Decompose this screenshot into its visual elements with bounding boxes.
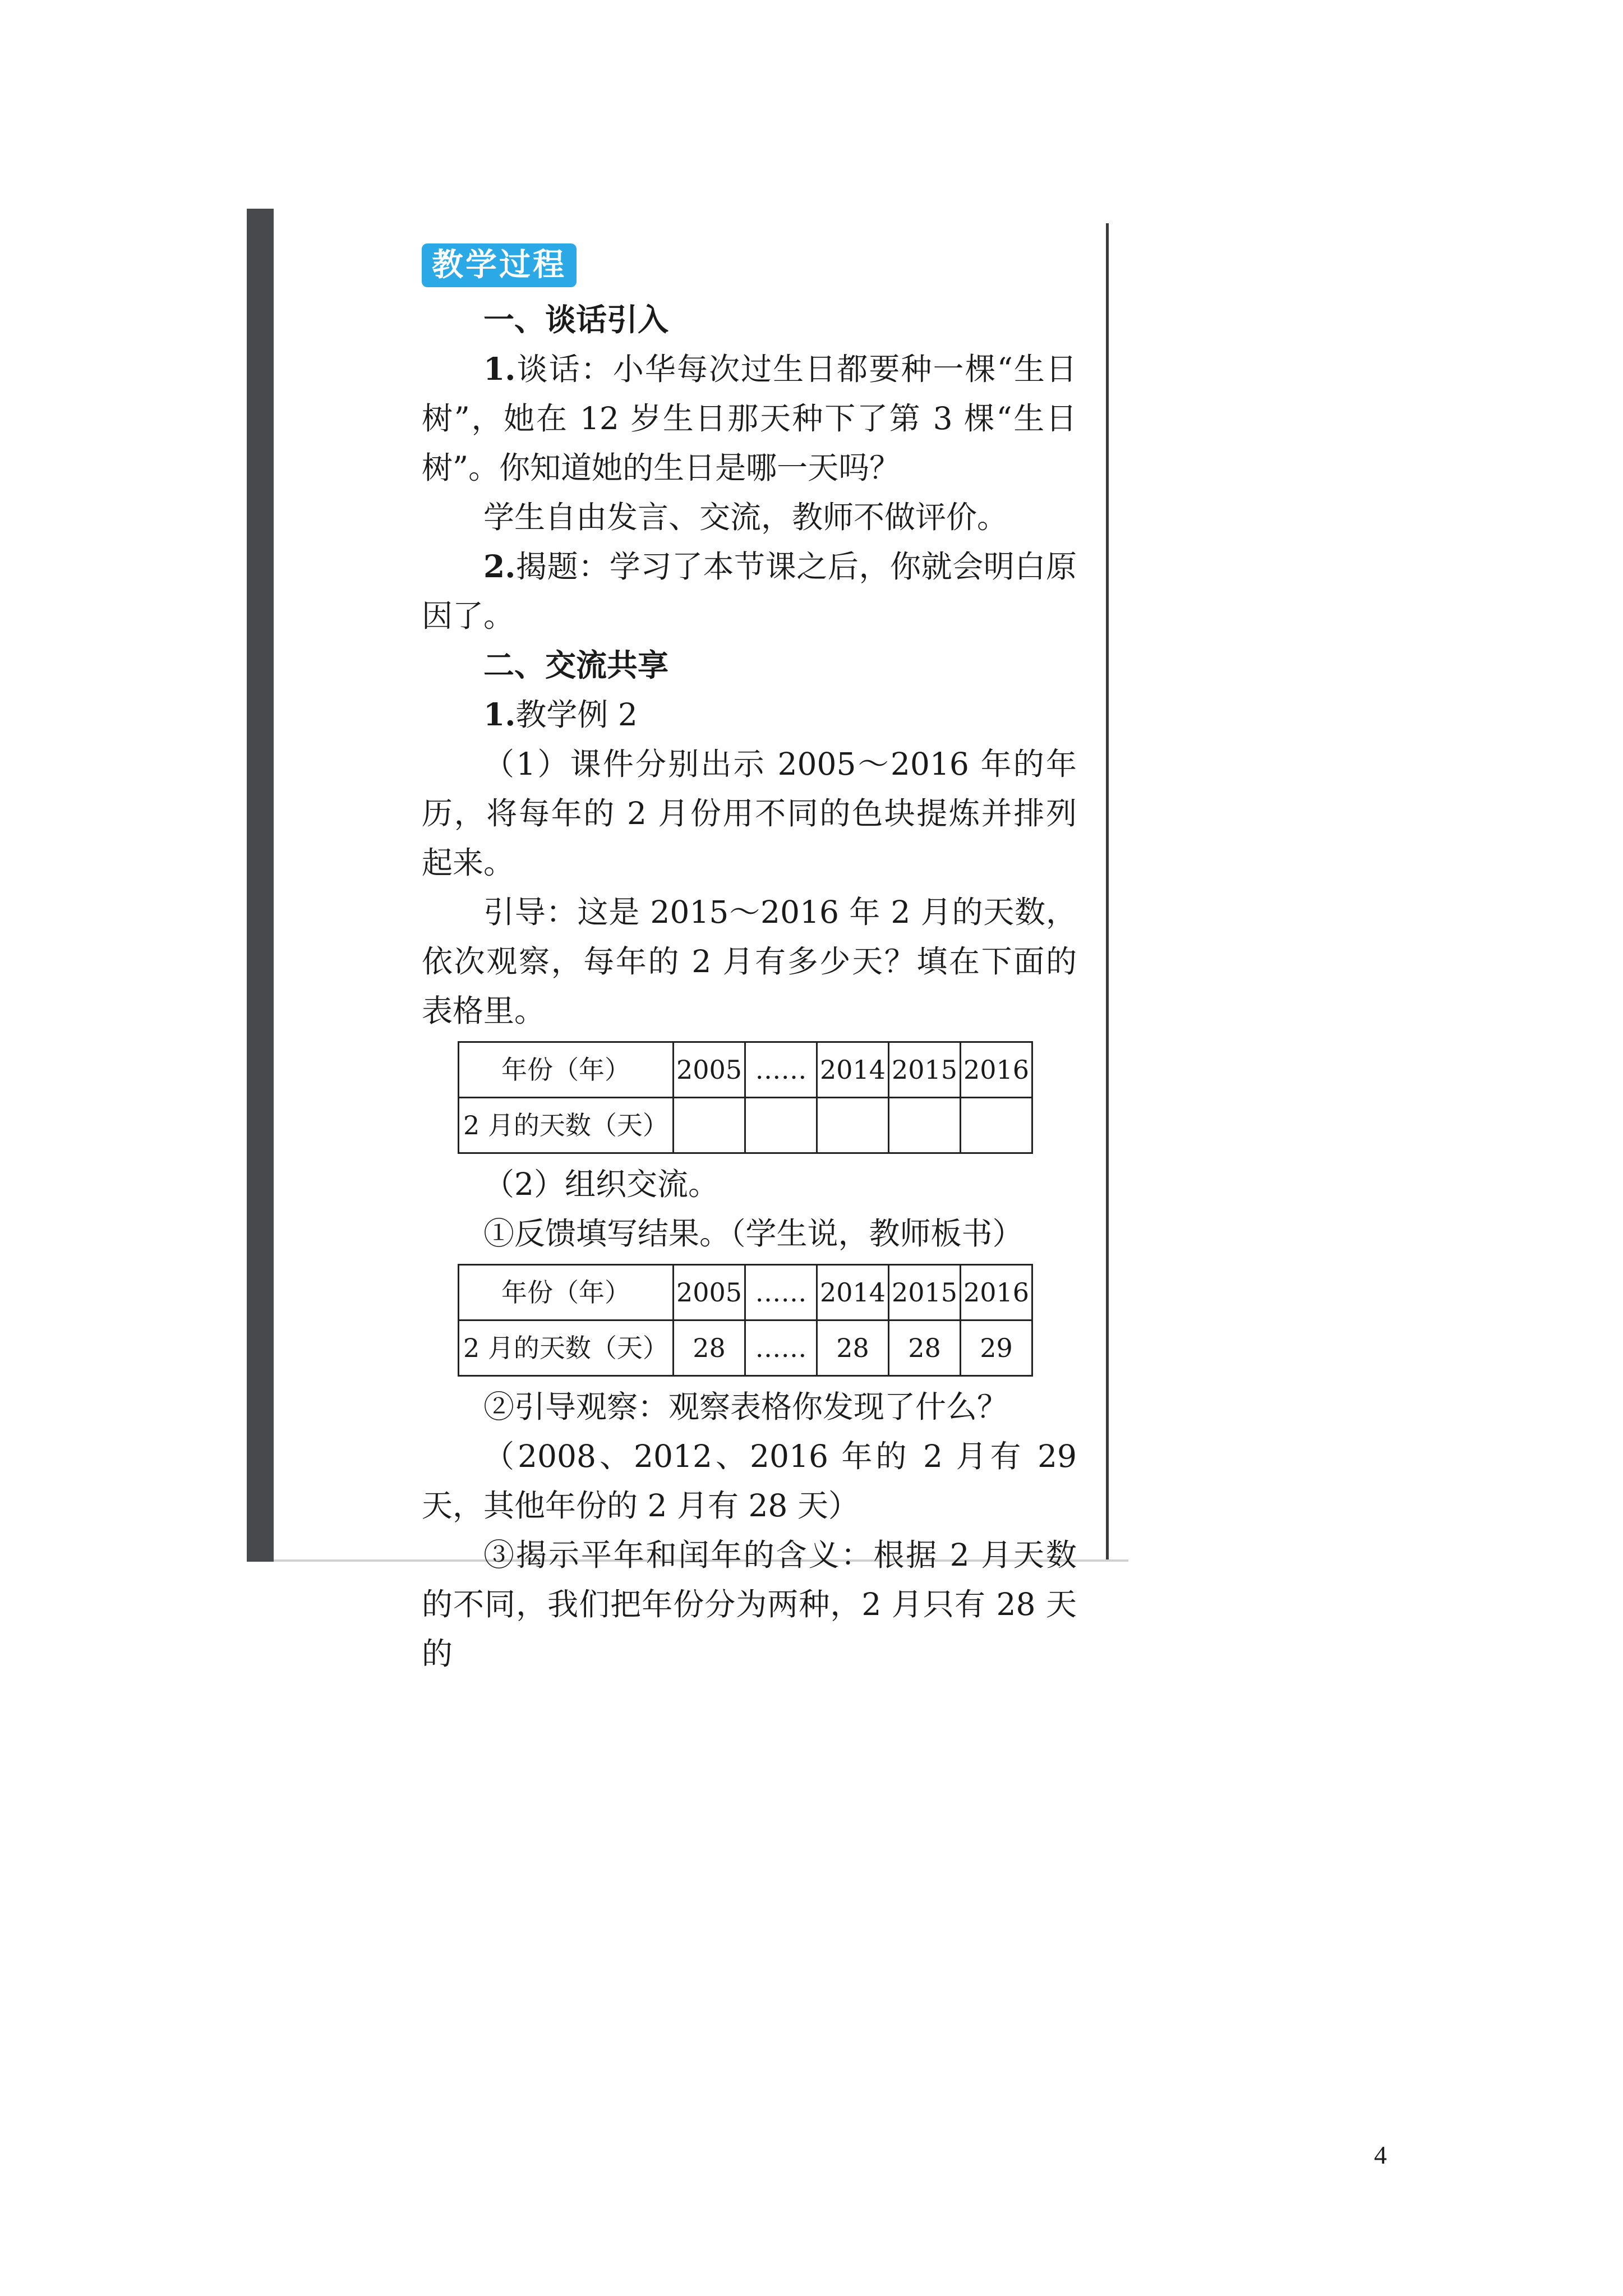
item-number: 1. (483, 696, 516, 733)
paragraph: （2）组织交流。 (483, 1166, 719, 1202)
table-row (459, 1265, 1032, 1320)
table-cell (889, 1098, 961, 1153)
table-cell: 2 月的天数（天） (459, 1320, 674, 1376)
paragraph: ①反馈填写结果。（学生说，教师板书） (483, 1216, 1023, 1251)
table-cell: 2015 (889, 1042, 961, 1098)
paragraph: （1）课件分别出示 2005～2016 年的年历，将每年的 2 月份用不同的色块提炼并排列起来。 (422, 746, 1077, 881)
paragraph: ②引导观察：观察表格你发现了什么？ (483, 1389, 1008, 1425)
table-row (459, 1320, 1032, 1376)
paragraph: 学生自由发言、交流，教师不做评价。 (483, 499, 1008, 535)
paragraph (422, 690, 1077, 739)
table-cell (674, 1098, 745, 1153)
table-cell: 年份（年） (459, 1265, 674, 1320)
table-cell: 年份（年） (459, 1042, 674, 1098)
heading-part1: 一、谈话引入 (483, 302, 669, 338)
table-cell (961, 1098, 1032, 1153)
table-cell: …… (745, 1265, 817, 1320)
item-number: 1. (483, 351, 516, 387)
days-table-empty (458, 1041, 1033, 1154)
table-cell: …… (745, 1042, 817, 1098)
left-margin-bar (247, 209, 274, 1562)
table-cell (817, 1098, 889, 1153)
paragraph (422, 542, 1077, 641)
table-row (459, 1098, 1032, 1153)
page-content (422, 240, 1077, 1678)
table-cell: 2 月的天数（天） (459, 1098, 674, 1153)
heading-part2: 二、交流共享 (483, 647, 669, 683)
table-cell: 29 (961, 1320, 1032, 1376)
table-cell: 2014 (817, 1265, 889, 1320)
table-cell: 28 (889, 1320, 961, 1376)
paragraph-text: 教学例 2 (515, 697, 638, 733)
table-cell: 28 (817, 1320, 889, 1376)
days-table-filled (458, 1264, 1033, 1377)
table-cell (745, 1098, 817, 1153)
table-cell: 2005 (674, 1042, 745, 1098)
paragraph-text: 揭题：学习了本节课之后，你就会明白原因了。 (422, 549, 1077, 634)
right-margin-rule (1106, 223, 1109, 1562)
section-badge: 教学过程 (422, 243, 577, 287)
paragraph: （2008、2012、2016 年的 2 月有 29 天，其他年份的 2 月有 28 天） (422, 1438, 1077, 1524)
table-cell: 2005 (674, 1265, 745, 1320)
table-row (459, 1042, 1032, 1098)
paragraph-text: 谈话：小华每次过生日都要种一棵“生日树”，她在 12 岁生日那天种下了第 3 棵“生日树”。你知道她的生日是哪一天吗？ (422, 351, 1077, 486)
table-cell: 2014 (817, 1042, 889, 1098)
paragraph: 引导：这是 2015～2016 年 2 月的天数，依次观察，每年的 2 月有多少天？填在下面的表格里。 (422, 894, 1077, 1029)
table-cell: 28 (674, 1320, 745, 1376)
paragraph (422, 344, 1077, 493)
table-cell: 2016 (961, 1265, 1032, 1320)
table-cell: 2016 (961, 1042, 1032, 1098)
page-number: 4 (1374, 2141, 1387, 2169)
paragraph: ③揭示平年和闰年的含义：根据 2 月天数的不同，我们把年份分为两种，2 月只有 28 天的 (422, 1537, 1077, 1672)
table-cell: 2015 (889, 1265, 961, 1320)
item-number: 2. (483, 548, 516, 585)
table-cell: …… (745, 1320, 817, 1376)
